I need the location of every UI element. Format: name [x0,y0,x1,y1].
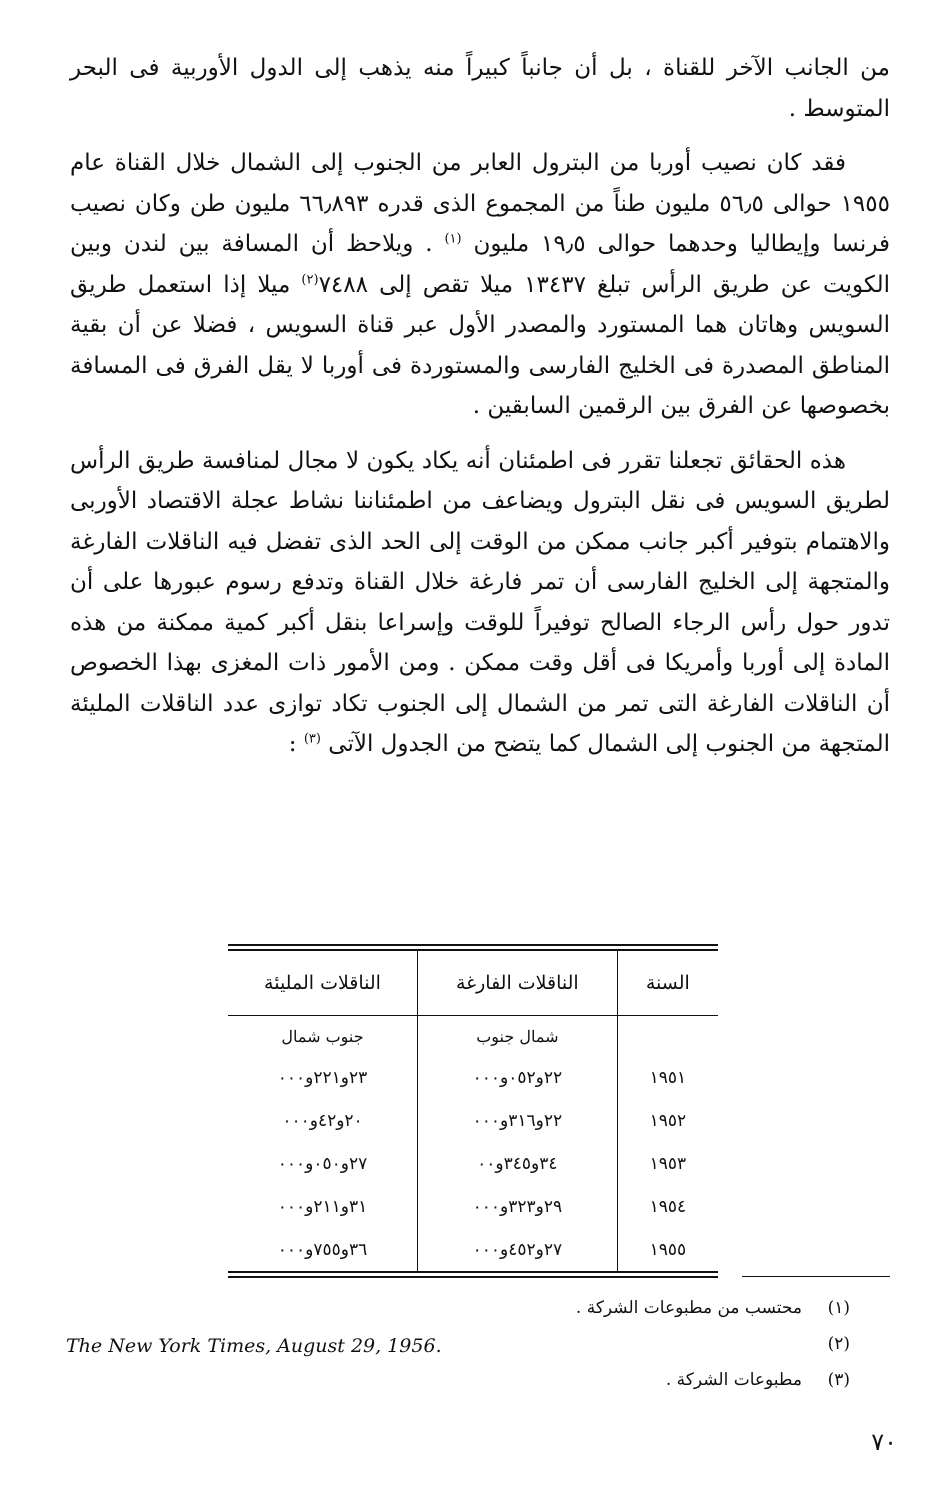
footnote-number: (٣) [827,1370,850,1390]
cell-year: ١٩٥٣ [617,1142,718,1185]
table-row [228,1228,718,1271]
footnote-ref-2: (٢) [301,271,319,287]
table-subheader-row [228,1016,718,1057]
table-header-row [228,951,718,1016]
paragraph-3 [70,441,890,765]
footnote-ref-1: (١) [444,231,462,247]
table-top-rule [228,944,718,951]
cell-empty: ٢٩و٣٢٣و٠٠٠ [418,1185,618,1228]
paragraph-2-text-a: فقد كان نصيب أوربا من البترول العابر من الجنوب إلى الشمال خلال القناة عام ١٩٥٥ حوالى ٥٦٫٥ مليون طناً من المجموع الذى قدره ٦٦٫٨٩٣ مليون طن وكان نصيب فرنسا وإيطاليا وحدهما حوالى ١٩٫٥ مليون [70,150,891,257]
footnote-2 [60,1326,850,1362]
paragraph-3-text: هذه الحقائق تجعلنا تقرر فى اطمئنان أنه يكاد يكون لا مجال لمنافسة طريق الرأس لطريق السويس فى نقل البترول ويضاعف من اطمئناننا نشاط عجلة الاقتصاد الأوربى والاهتمام بتوفير أكبر جانب ممكن من الوقت إلى الحد الذى تفضل فيه الناقلات الفارغة والمتجهة إلى الخليج الفارسى أن تمر فارغة خلال القناة وتدفع رسوم عبورها على أن تدور حول رأس الرجاء الصالح توفيراً للوقت وإسراعا بنقل أكبر كمية ممكنة من هذه المادة إلى أوربا وأمريكا فى أقل وقت ممكن . ومن الأمور ذات المغزى بهذا الخصوص أن الناقلات الفارغة التى تمر من الشمال إلى الجنوب تكاد توازى عدد الناقلات المليئة المتجهة من الجنوب إلى الشمال كما يتضح من الجدول الآتى [70,447,890,757]
cell-empty: ٣٤و٣٤٥و٠٠ [418,1142,618,1185]
footnotes [60,1290,850,1398]
paragraph-3-colon: : [288,731,304,757]
page-number: ٧٠ [871,1428,897,1456]
paragraph-1: من الجانب الآخر للقناة ، بل أن جانباً كبيراً منه يذهب إلى الدول الأوربية فى البحر المتوسط . [70,55,890,122]
footnote-number: (١) [827,1298,850,1318]
cell-year: ١٩٥١ [617,1056,718,1099]
footnote-text: محتسب من مطبوعات الشركة . [575,1298,802,1318]
tankers-table [228,944,718,1278]
footnote-source-english: The New York Times, August 29, 1956. [66,1335,442,1357]
paragraph-2 [70,143,890,427]
cell-loaded: ٢٧و٠٥٠و٠٠٠ [277,1153,368,1174]
header-loaded-tankers: الناقلات المليئة [228,951,418,1016]
tankers-data-table [228,951,718,1271]
cell-empty: ٢٧و٤٥٢و٠٠٠ [418,1228,618,1271]
table-row [228,1185,718,1228]
paragraph-2-text-c: ميلا إذا استعمل طريق السويس وهاتان هما المستورد والمصدر الأول عبر قناة السويس ، فضلا عن أن بقية المناطق المصدرة فى الخليج الفارسى والمستوردة فى أوربا لا يقل الفرق فى المسافة بخصوصها عن الفرق بين الرقمين السابقين . [70,271,890,419]
table-row [228,1142,718,1185]
table-bottom-rule [228,1271,718,1278]
footnote-ref-3: (٣) [303,731,321,747]
table-row [228,1056,718,1099]
cell-loaded: ٣٦و٧٥٥و٠٠٠ [277,1239,368,1260]
header-year: السنة [617,951,718,1016]
header-empty-tankers: الناقلات الفارغة [418,951,618,1016]
cell-empty: ٢٢و٠٥٢و٠٠٠ [418,1056,618,1099]
cell-year: ١٩٥٤ [617,1185,718,1228]
footnote-1 [60,1290,850,1326]
subheader-year-empty [617,1016,718,1057]
cell-empty: ٢٢و٣١٦و٠٠٠ [418,1099,618,1142]
cell-loaded: ٢٣و٢٢١و٠٠٠ [277,1067,368,1088]
footnote-number: (٢) [827,1334,850,1354]
subheader-loaded-direction: جنوب شمال [281,1026,364,1046]
cell-year: ١٩٥٢ [617,1099,718,1142]
paragraph-2-stop: . [425,231,445,257]
table-row [228,1099,718,1142]
footnote-3 [60,1362,850,1398]
paragraph-2-text-b: ويلاحظ أن المسافة بين لندن وبين الكويت عن طريق الرأس تبلغ ١٣٤٣٧ ميلا تقص إلى ٧٤٨٨ [70,231,890,298]
subheader-empty-direction: شمال جنوب [418,1016,618,1057]
footnote-text: مطبوعات الشركة . [665,1370,802,1390]
cell-year: ١٩٥٥ [617,1228,718,1271]
footnote-separator [742,1276,890,1277]
document-body [70,48,890,765]
cell-loaded: ٣١و٢١١و٠٠٠ [277,1196,368,1217]
cell-loaded: ٢٠و٤٢و٠٠٠ [282,1110,363,1131]
